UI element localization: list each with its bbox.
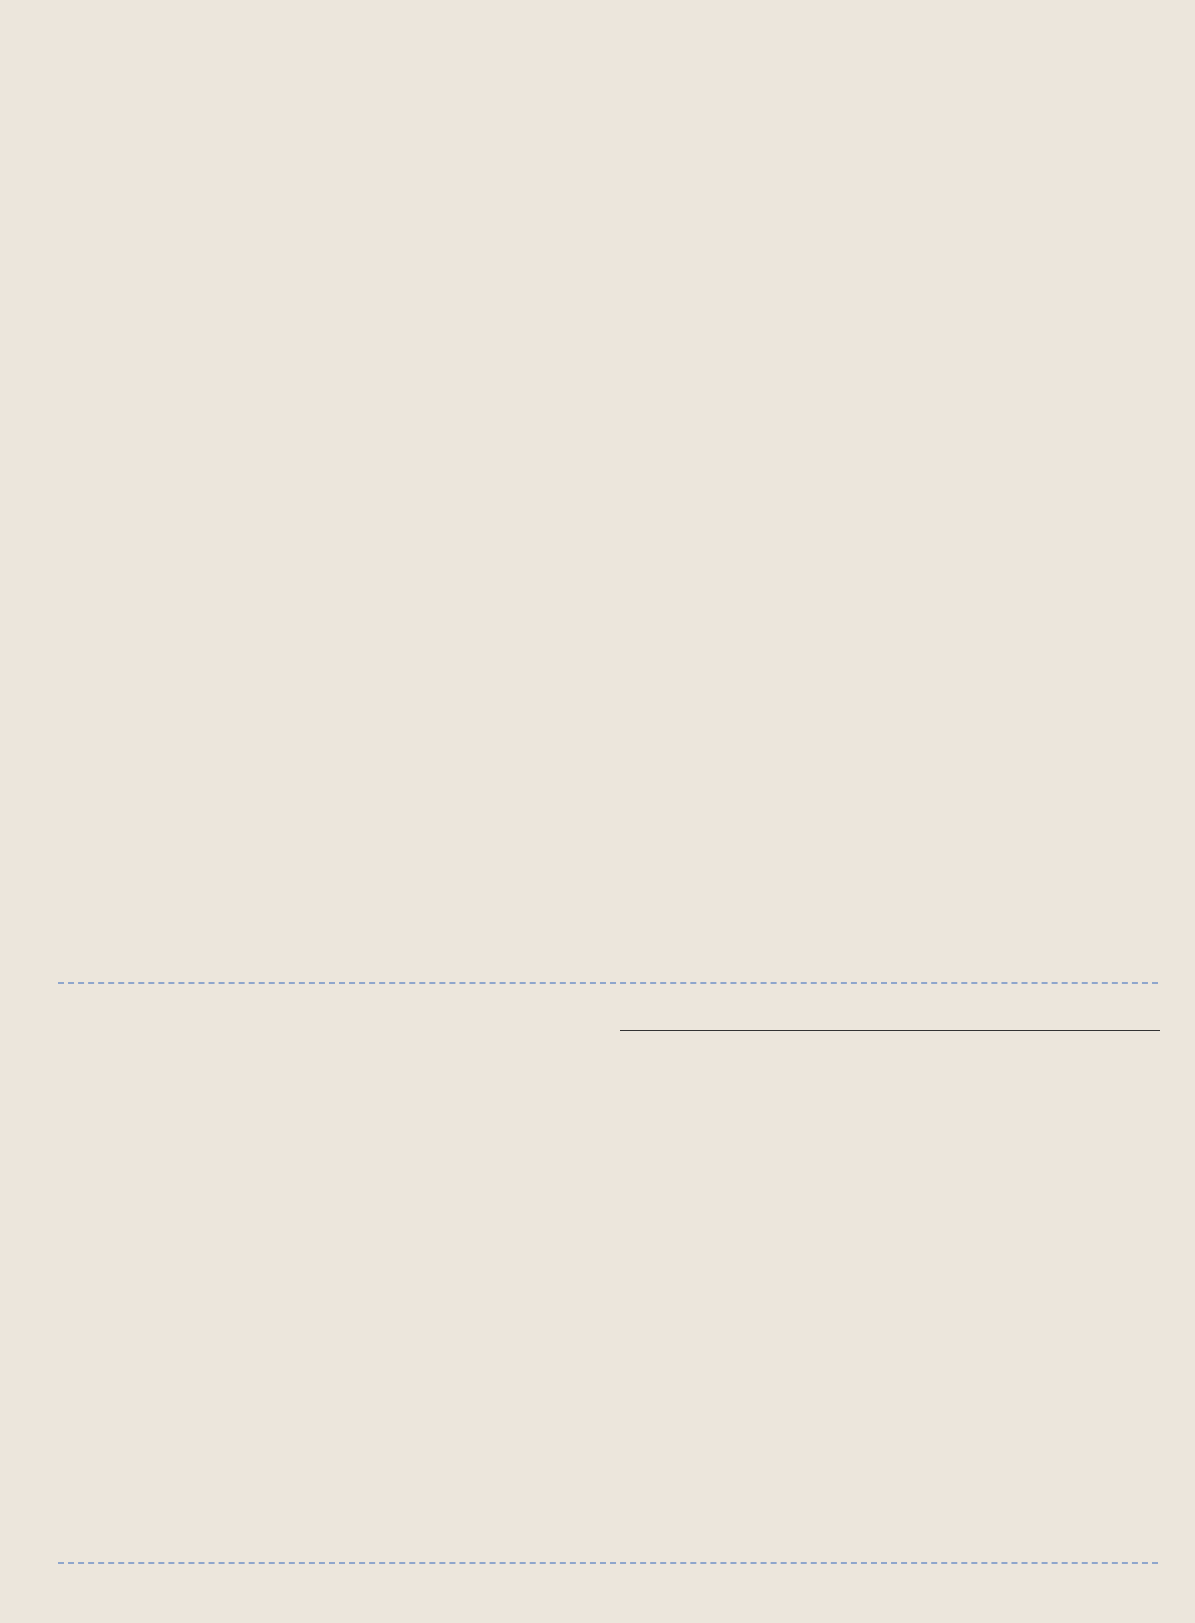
table-top-rule xyxy=(620,1030,1160,1031)
text-column-3 xyxy=(809,32,1155,36)
table-caption xyxy=(622,999,1158,1013)
divider xyxy=(58,1562,1158,1564)
divider xyxy=(58,982,1158,984)
load-chart xyxy=(58,1092,608,1522)
text-column-2 xyxy=(432,32,782,36)
text-column-1 xyxy=(58,32,402,36)
